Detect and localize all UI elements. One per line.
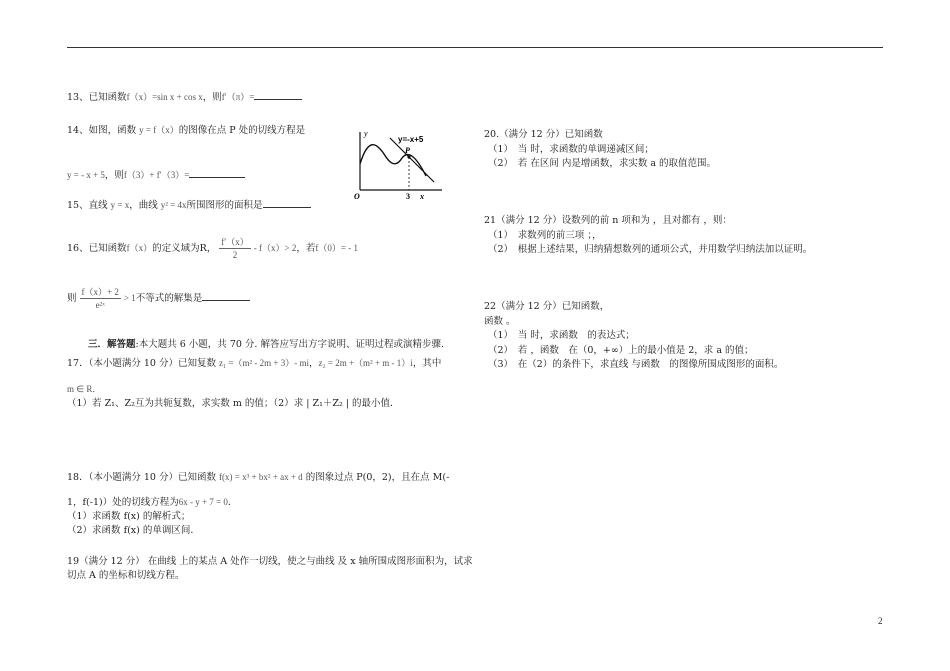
page-number: 2 <box>878 616 883 626</box>
answer-blank <box>263 198 311 208</box>
question-19-line1: 19（满分 12 分） 在曲线 上的某点 A 处作一切线，使之与曲线 及 x 轴所围成图形面积为，试求 <box>67 556 473 567</box>
question-18-part2: （2）求函数 f(x) 的单调区间． <box>67 525 200 536</box>
question-18-line1: 18．（本小题满分 10 分）已知函数 f(x) = x³ + bx² + ax + d 的图象过点 P(0，2)，且在点 M(- <box>67 472 450 483</box>
point-p <box>407 155 410 158</box>
question-20-part2: （2） 若 在区间 内是增函数，求实数 a 的取值范围。 <box>488 158 717 169</box>
question-17-parts: （1）若 Z₁、Z₂互为共轭复数，求实数 m 的值；（2）求 | Z₁＋Z₂ | 的最小值． <box>67 398 400 409</box>
header-rule <box>67 47 883 48</box>
x-axis-label: x <box>420 192 424 201</box>
function-curve <box>360 145 426 176</box>
question-21-part2: （2） 根据上述结果，归纳猜想数列的通项公式，并用数学归纳法加以证明。 <box>488 244 813 255</box>
fraction: $\frac{f(x)+ 2}{\text{e²ˣ}}$ <box>81 287 119 310</box>
section-heading: 三．解答题:本大题共 6 小题，共 70 分. 解答应写出方字说明、证明过程或演精步骤. <box>88 339 444 350</box>
question-17-condition: m ∈ R． <box>67 384 102 394</box>
question-21-part1: （1） 求数列的前三项 ；， <box>488 230 602 241</box>
answer-blank <box>189 168 245 178</box>
fraction: $\frac{f'(x)}{2}$ <box>221 237 249 260</box>
question-17-line1: 17．（本小题满分 10 分）已知复数 z₁ =（m² - 2m + 3）- mi，z₂ = 2m +（m² + m - 1）i，其中 <box>67 358 442 369</box>
question-20-title: 20.（满分 12 分）已知函数 <box>484 129 603 140</box>
answer-blank <box>254 90 302 100</box>
origin-label: O <box>354 192 360 201</box>
question-18-part1: （1）求函数 f(x) 的解析式； <box>67 511 191 522</box>
question-13: 13、已知函数f（x）=sin x + cos x，则f′（π）= <box>67 90 302 104</box>
tangent-line <box>390 138 434 182</box>
answer-blank <box>202 291 250 301</box>
question-22-line2: 函数 。 <box>484 316 516 327</box>
x-tick-label: 3 <box>406 192 410 201</box>
tangent-label: y=-x+5 <box>398 135 424 144</box>
question-21-title: 21（满分 12 分）设数列的前 n 项和为 ，且对都有 ，则： <box>484 215 732 226</box>
question-18-line2: 1，f(-1)）处的切线方程为6x - y + 7 = 0． <box>67 497 238 508</box>
question-22-title: 22（满分 12 分）已知函数， <box>484 301 610 312</box>
y-axis-label: y <box>364 129 368 138</box>
function-graph-figure <box>350 128 446 202</box>
question-14-line2: y = - x + 5，则f（3）+ f′（3）= <box>67 168 245 182</box>
question-16-line1: 16、已知函数f（x）的定义域为R， $\frac{f'(x)}{2}$ - f（x）> 2，若f（0）= - 1 <box>67 237 358 260</box>
question-22-part2: （2） 若 ，函数 在（0，+∞）上的最小值是 2，求 a 的值； <box>488 345 754 356</box>
question-19-line2: 切点 A 的坐标和切线方程。 <box>67 570 185 581</box>
question-16-line2: 则 $\frac{f(x)+ 2}{\text{e²ˣ}}$ > 1不等式的解集是 <box>67 286 250 311</box>
question-22-part3: （3） 在（2）的条件下，求直线 与函数 的图像所围成图形的面积。 <box>488 359 784 370</box>
question-14-line1: 14、如图，函数 y = f（x）的图像在点 P 处的切线方程是 <box>67 125 306 136</box>
question-22-part1: （1） 当 时，求函数 的表达式； <box>488 330 635 341</box>
question-20-part1: （1） 当 时，求函数的单调递减区间； <box>488 144 654 155</box>
question-15: 15、直线 y = x，曲线 y² = 4x所围图形的面积是 <box>67 198 311 212</box>
point-label: P <box>405 146 410 155</box>
